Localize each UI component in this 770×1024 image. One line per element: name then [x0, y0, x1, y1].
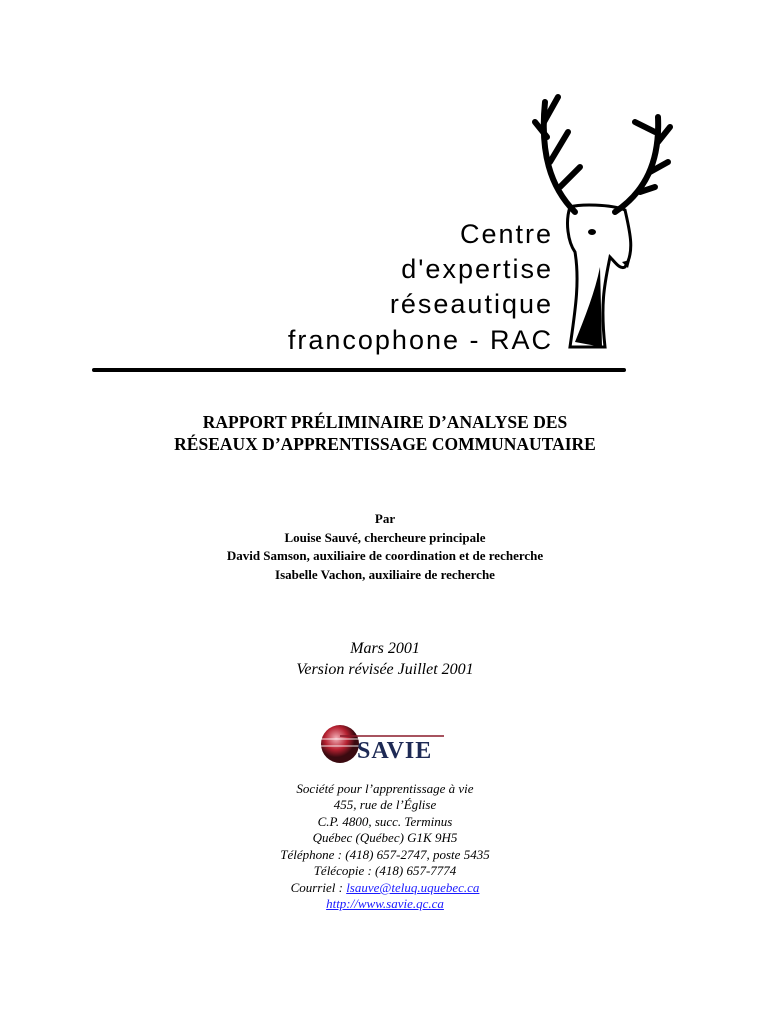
horizontal-rule	[92, 368, 626, 372]
author-3: Isabelle Vachon, auxiliaire de recherche	[275, 567, 495, 582]
report-title-line-2: RÉSEAUX D’APPRENTISSAGE COMMUNAUTAIRE	[174, 434, 596, 454]
org-name: Société pour l’apprentissage à vie	[296, 781, 474, 796]
url-line	[0, 896, 770, 912]
email-link[interactable]: lsauve@teluq.uquebec.ca	[346, 880, 480, 895]
logo-line-2: d'expertise	[401, 254, 553, 284]
by-label: Par	[374, 511, 396, 526]
email-line	[0, 880, 770, 896]
logo-line-1: Centre	[459, 219, 553, 249]
city: Québec (Québec) G1K 9H5	[312, 830, 458, 845]
address: 455, rue de l’Église	[333, 797, 437, 812]
revision-date: Version révisée Juillet 2001	[296, 661, 474, 678]
email-label: Courriel :	[290, 880, 347, 895]
logo-line-4: francophone - RAC	[287, 325, 553, 355]
logo-line-3: réseautique	[389, 289, 553, 319]
fax: Télécopie : (418) 657-7774	[313, 863, 457, 878]
website-link[interactable]: http://www.savie.qc.ca	[326, 896, 444, 911]
date: Mars 2001	[350, 640, 420, 657]
savie-logo-text: SAVIE	[357, 738, 433, 764]
author-1: Louise Sauvé, chercheure principale	[284, 530, 486, 545]
author-2: David Samson, auxiliaire de coordination et de recherche	[226, 548, 544, 563]
po-box: C.P. 4800, succ. Terminus	[317, 814, 453, 829]
report-title-line-1: RAPPORT PRÉLIMINAIRE D’ANALYSE DES	[202, 412, 568, 432]
deer-logo-icon	[530, 92, 675, 352]
phone: Téléphone : (418) 657-2747, poste 5435	[280, 847, 490, 862]
